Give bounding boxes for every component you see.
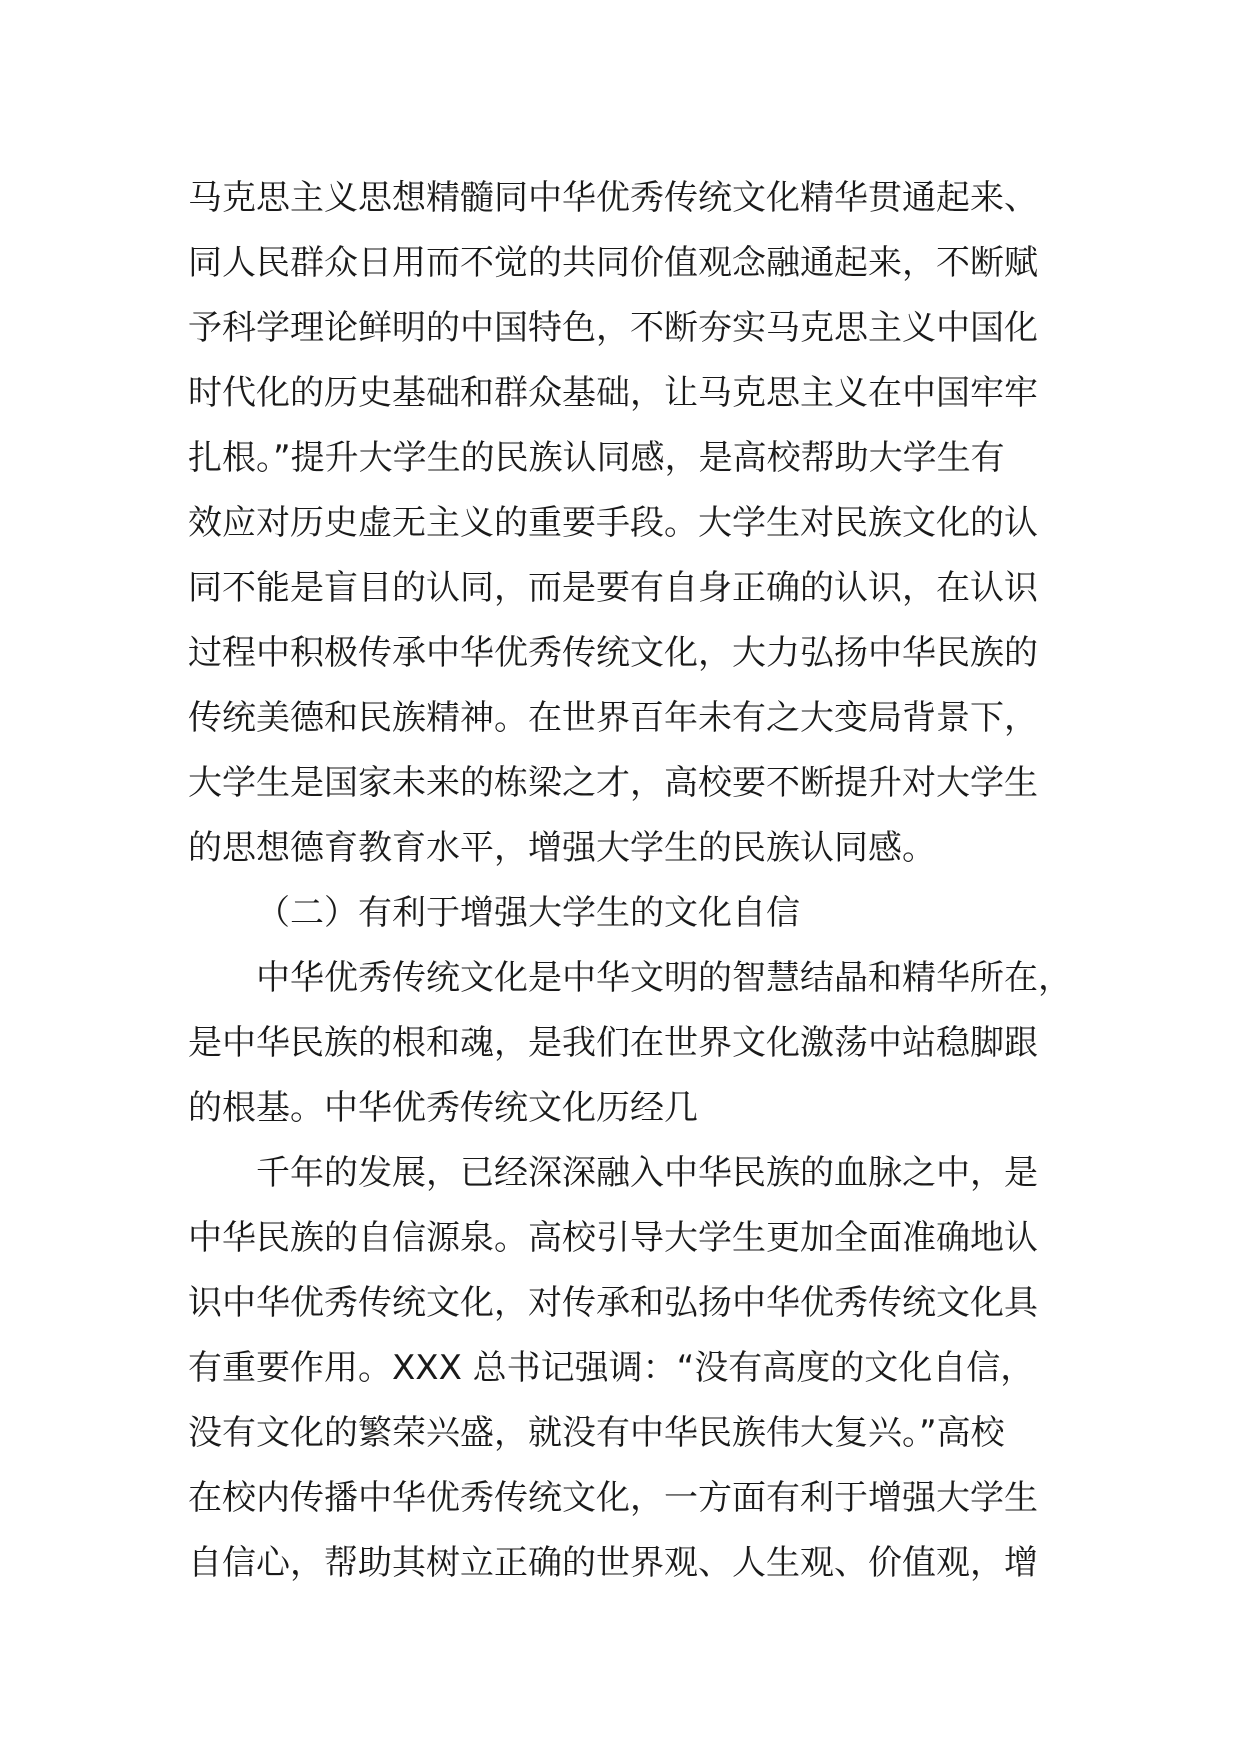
text-line: 是中华民族的根和魂，是我们在世界文化激荡中站稳脚跟 <box>188 1023 1038 1063</box>
text-line: 时代化的历史基础和群众基础，让马克思主义在中国牢牢 <box>188 373 1038 413</box>
text-line: 予科学理论鲜明的中国特色，不断夯实马克思主义中国化 <box>188 308 1038 348</box>
text-line: 效应对历史虚无主义的重要手段。大学生对民族文化的认 <box>188 503 1038 543</box>
text-line: 中华优秀传统文化是中华文明的智慧结晶和精华所在， <box>256 958 1072 998</box>
text-line: 传统美德和民族精神。在世界百年未有之大变局背景下， <box>188 698 1038 738</box>
text-line: 大学生是国家未来的栋梁之才，高校要不断提升对大学生 <box>188 763 1038 803</box>
text-line: 的根基。中华优秀传统文化历经几 <box>188 1088 698 1128</box>
paragraph <box>188 1141 1088 1596</box>
text-line: 扎根。”提升大学生的民族认同感，是高校帮助大学生有 <box>188 438 1005 478</box>
paragraph <box>188 946 1088 1141</box>
text-line: 马克思主义思想精髓同中华优秀传统文化精华贯通起来、 <box>188 178 1038 218</box>
text-line: 有重要作用。XXX 总书记强调：“没有高度的文化自信， <box>188 1348 1035 1388</box>
text-line: 同不能是盲目的认同，而是要有自身正确的认识，在认识 <box>188 568 1038 608</box>
text-line: 中华民族的自信源泉。高校引导大学生更加全面准确地认 <box>188 1218 1038 1258</box>
text-line: 没有文化的繁荣兴盛，就没有中华民族伟大复兴。”高校 <box>188 1413 1005 1453</box>
text-line: 识中华优秀传统文化，对传承和弘扬中华优秀传统文化具 <box>188 1283 1038 1323</box>
paragraph-continued <box>188 166 1088 881</box>
text-line: 在校内传播中华优秀传统文化，一方面有利于增强大学生 <box>188 1478 1038 1518</box>
text-line: 同人民群众日用而不觉的共同价值观念融通起来，不断赋 <box>188 243 1038 283</box>
text-line: 自信心，帮助其树立正确的世界观、人生观、价值观，增 <box>188 1543 1038 1583</box>
section-heading: （二）有利于增强大学生的文化自信 <box>256 893 800 933</box>
text-line: 的思想德育教育水平，增强大学生的民族认同感。 <box>188 828 936 868</box>
text-line: 过程中积极传承中华优秀传统文化，大力弘扬中华民族的 <box>188 633 1038 673</box>
text-line: 千年的发展，已经深深融入中华民族的血脉之中，是 <box>256 1153 1038 1193</box>
body-text <box>188 166 1088 1596</box>
